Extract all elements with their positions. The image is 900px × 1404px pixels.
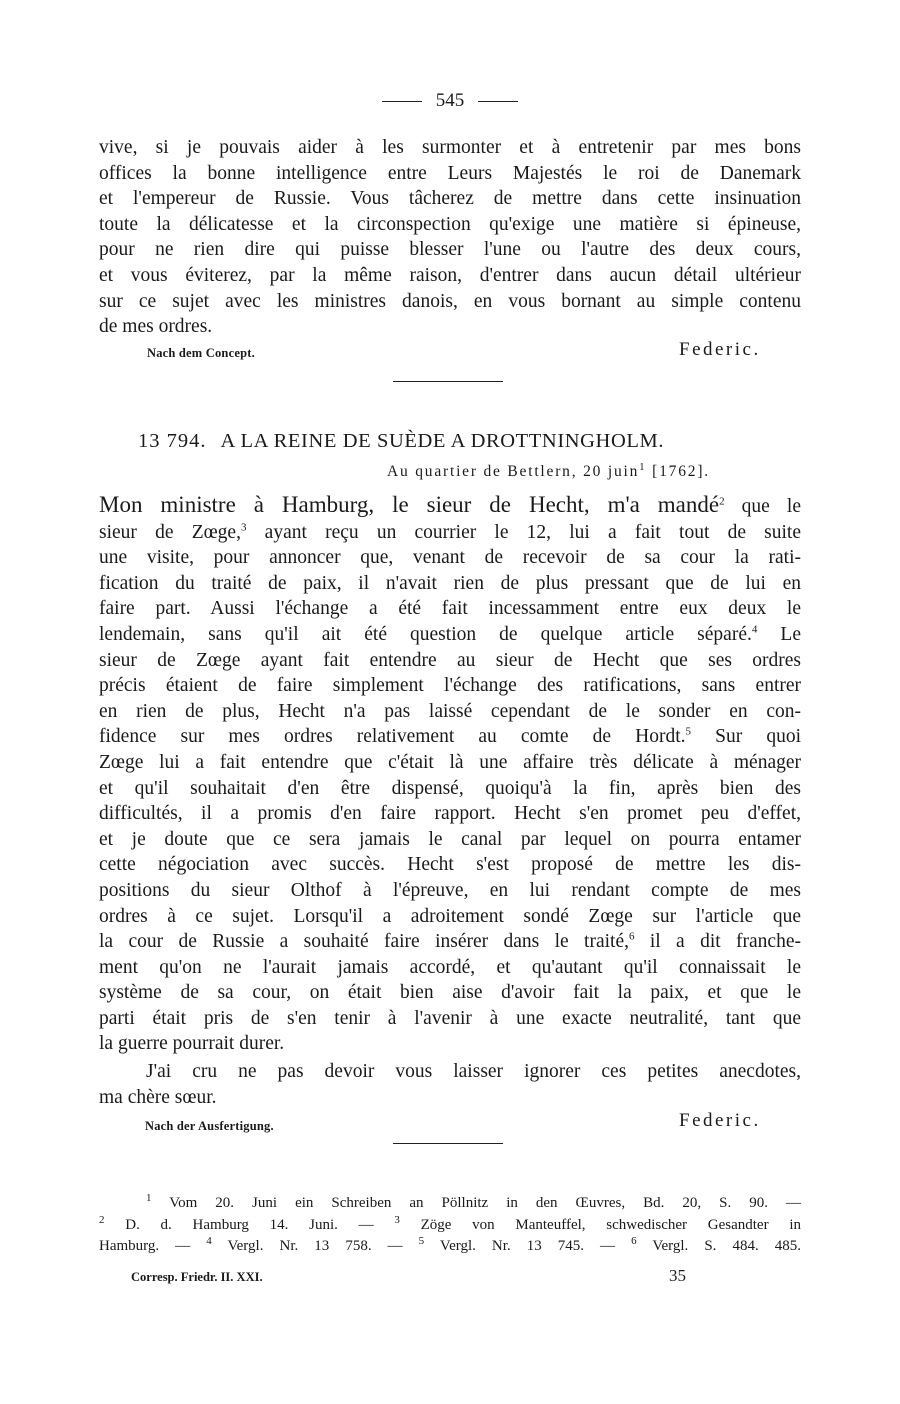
text-line: ordres à ce sujet. Lorsqu'il a adroitement sondé Zœge sur l'article que [99,905,801,927]
text-line: la guerre pourrait durer. [99,1033,285,1055]
line-part: lendemain, sans qu'il ait été question de quelque article séparé. [99,623,752,645]
text-line: cette négociation avec succès. Hecht s'est proposé de mettre les dis- [99,854,801,876]
text-line: positions du sieur Olthof à l'épreuve, en lui rendant compte de mes [99,879,801,901]
text-line: faire part. Aussi l'échange a été fait incessamment entre eux deux le [99,598,801,620]
footnote-ref: 1 [639,460,647,473]
footnote-ref: 4 [751,623,758,636]
source-note-concept: Nach dem Concept. [147,346,255,360]
text-line: et je doute que ce sera jamais le canal par lequel on pourra entamer [99,828,801,850]
footnote-text: Vergl. S. 484. 485. [636,1238,801,1254]
text-line: précis étaient de faire simplement l'échange des ratifications, sans entrer [99,675,801,697]
footer-signature-number: 35 [669,1266,686,1285]
footnotes [99,1193,801,1258]
first-line-start: Mon ministre à Hamburg, le sieur de Hecht, m'a mandé [99,492,720,517]
header-dash-right [478,101,518,102]
footnote-text: Zöge von Manteuffel, schwedischer Gesandter in [399,1216,801,1233]
footnote-text: D. d. Hamburg 14. Juni. — [104,1216,395,1233]
footnote-line [99,1215,801,1237]
line-part: il a dit franche- [634,931,801,953]
footnote-number: 4 [206,1235,212,1247]
footnote-number: 2 [99,1213,105,1226]
text-line: parti était pris de s'en tenir à l'avenir à une exacte neutralité, tant que [99,1007,801,1029]
continuation-paragraph [99,135,801,340]
line-part: ayant reçu un courrier le 12, lui a fait tout de suite [246,521,801,543]
section-divider [393,381,503,382]
footnote-line [99,1236,801,1258]
letter-heading [138,430,664,453]
signature: Federic. [679,339,761,360]
text-line: sieur de Zœge ayant fait entendre au sieur de Hecht que ses ordres [99,649,801,671]
text-line [99,492,801,520]
footer-series-title: Corresp. Friedr. II. XXI. [131,1270,263,1284]
footnote-text: Vom 20. Juni ein Schreiben an Pöllnitz in den Œuvres, Bd. 20, S. 90. — [151,1195,801,1211]
line-part: Sur quoi [691,726,801,748]
text-line: ma chère sœur. [99,1086,217,1108]
place-date-line [387,460,710,481]
footnote-ref: 2 [719,495,725,508]
text-line [99,929,801,955]
footnote-ref: 5 [685,725,692,738]
text-line: en rien de plus, Hecht n'a pas laissé cependant de le sonder en con- [99,700,801,722]
text-line: et l'empereur de Russie. Vous tâcherez de mettre dans cette insinuation [99,188,801,210]
place-date: Au quartier de Bettlern, 20 juin [387,463,640,480]
text-line: sur ce sujet avec les ministres danois, en vous bornant au simple contenu [99,290,801,312]
footnote-number: 5 [418,1235,425,1247]
letter-number: 13 794. [138,430,207,452]
line-part: sieur de Zœge, [99,521,241,543]
text-line [99,724,801,750]
page-header [0,90,900,112]
footnote-ref: 6 [628,930,635,943]
footnote-number: 1 [146,1192,152,1204]
footnote-text: Vergl. Nr. 13 745. — [424,1238,632,1254]
line-part: la cour de Russie a souhaité faire insérer dans le traité, [99,931,629,953]
footnote-text: Hamburg. — [99,1238,207,1254]
text-line: ment qu'on ne l'aurait jamais accordé, et qu'autant qu'il connaissait le [99,956,801,978]
line-part: fidence sur mes ordres relativement au comte de Hordt. [99,726,686,748]
text-line [99,622,801,648]
text-line: fication du traité de paix, il n'avait rien de plus pressant que de lui en [99,572,801,594]
letter-title: A LA REINE DE SUÈDE A DROTTNINGHOLM. [220,430,665,452]
text-line: J'ai cru ne pas devoir vous laisser ignorer ces petites anecdotes, [146,1061,801,1082]
year: [1762]. [646,463,710,480]
footnote-text: Vergl. Nr. 13 758. — [211,1238,419,1254]
text-line: difficultés, il a promis d'en faire rapport. Hecht s'en promet peu d'effet, [99,803,801,825]
text-line: toute la délicatesse et la circonspection qu'exige une matière si épineuse, [99,213,801,235]
line-part: Le [757,623,801,645]
header-dash-left [382,101,422,102]
source-note-ausfertigung: Nach der Ausfertigung. [145,1119,274,1133]
text-line: offices la bonne intelligence entre Leurs Majestés le roi de Danemark [99,162,801,184]
text-line [99,520,801,546]
signature: Federic. [679,1110,761,1131]
text-line: et vous éviterez, par la même raison, d'entrer dans aucun détail ultérieur [99,264,801,286]
text-line: Zœge lui a fait entendre que c'était là une affaire très délicate à ménager [99,751,801,773]
section-divider [393,1143,503,1144]
footnote-number: 6 [631,1235,637,1247]
text-line: système de sa cour, on était bien aise d'avoir fait la paix, et que le [99,982,801,1004]
line-rest: que le [724,496,801,517]
text-line: et qu'il souhaitait d'en être dispensé, quoiqu'à la fin, après bien des [99,777,801,799]
footnote-number: 3 [394,1213,400,1226]
letter-paragraph-2 [99,1059,801,1110]
text-line: vive, si je pouvais aider à les surmonter et à entretenir par mes bons [99,137,801,158]
page-number: 545 [435,90,465,111]
text-line: de mes ordres. [99,316,213,338]
text-line: pour ne rien dire qui puisse blesser l'une ou l'autre des deux cours, [99,239,801,261]
footnote-line [99,1193,801,1215]
text-line: une visite, pour annoncer que, venant de recevoir de sa cour la rati- [99,547,801,569]
letter-paragraph-1 [99,492,801,1057]
footnote-ref: 3 [240,521,247,534]
